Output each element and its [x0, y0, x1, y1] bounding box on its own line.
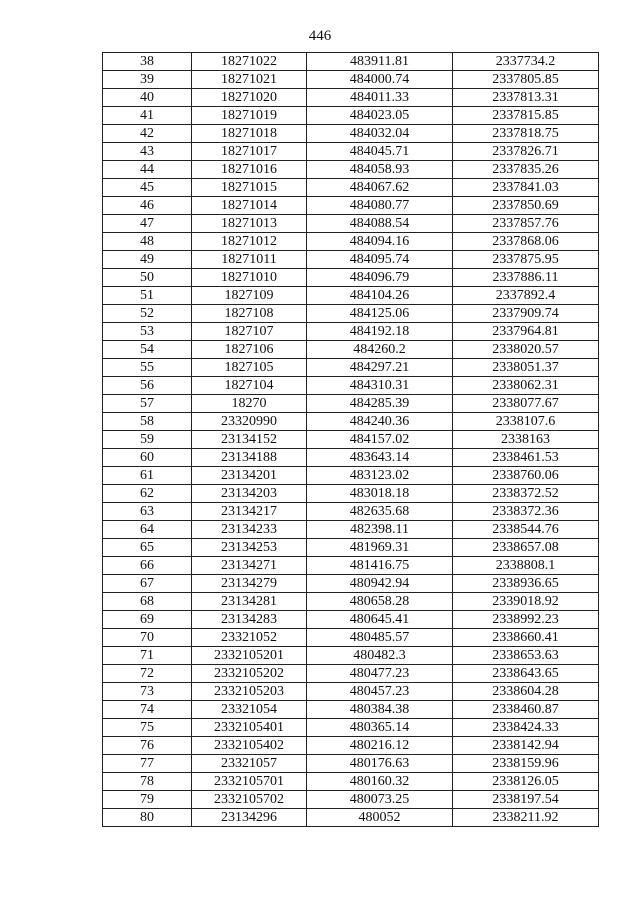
table-row [103, 107, 599, 125]
x-coordinate-cell: 484095.74 [307, 251, 453, 269]
row-index-cell: 59 [103, 431, 192, 449]
x-coordinate-cell: 480052 [307, 809, 453, 827]
row-index-cell: 46 [103, 197, 192, 215]
x-coordinate-cell: 483643.14 [307, 449, 453, 467]
table-row [103, 575, 599, 593]
point-id-cell: 18270 [192, 395, 307, 413]
table-row [103, 503, 599, 521]
row-index-cell: 73 [103, 683, 192, 701]
y-coordinate-cell: 2338020.57 [453, 341, 599, 359]
y-coordinate-cell: 2338460.87 [453, 701, 599, 719]
x-coordinate-cell: 481969.31 [307, 539, 453, 557]
x-coordinate-cell: 484000.74 [307, 71, 453, 89]
point-id-cell: 2332105702 [192, 791, 307, 809]
y-coordinate-cell: 2338107.6 [453, 413, 599, 431]
table-row [103, 539, 599, 557]
table-row [103, 215, 599, 233]
point-id-cell: 1827107 [192, 323, 307, 341]
y-coordinate-cell: 2338372.36 [453, 503, 599, 521]
row-index-cell: 44 [103, 161, 192, 179]
x-coordinate-cell: 480384.38 [307, 701, 453, 719]
row-index-cell: 74 [103, 701, 192, 719]
point-id-cell: 23134271 [192, 557, 307, 575]
table-row [103, 233, 599, 251]
point-id-cell: 23134253 [192, 539, 307, 557]
point-id-cell: 23321052 [192, 629, 307, 647]
row-index-cell: 40 [103, 89, 192, 107]
row-index-cell: 79 [103, 791, 192, 809]
table-row [103, 251, 599, 269]
row-index-cell: 58 [103, 413, 192, 431]
point-id-cell: 18271020 [192, 89, 307, 107]
x-coordinate-cell: 480942.94 [307, 575, 453, 593]
point-id-cell: 18271014 [192, 197, 307, 215]
y-coordinate-cell: 2338372.52 [453, 485, 599, 503]
table-row [103, 809, 599, 827]
y-coordinate-cell: 2337892.4 [453, 287, 599, 305]
x-coordinate-cell: 484067.62 [307, 179, 453, 197]
row-index-cell: 77 [103, 755, 192, 773]
x-coordinate-cell: 484157.02 [307, 431, 453, 449]
point-id-cell: 23134281 [192, 593, 307, 611]
table-row [103, 611, 599, 629]
table-row [103, 467, 599, 485]
table-row [103, 323, 599, 341]
point-id-cell: 23134233 [192, 521, 307, 539]
y-coordinate-cell: 2338808.1 [453, 557, 599, 575]
x-coordinate-cell: 480457.23 [307, 683, 453, 701]
row-index-cell: 41 [103, 107, 192, 125]
x-coordinate-cell: 484125.06 [307, 305, 453, 323]
x-coordinate-cell: 480160.32 [307, 773, 453, 791]
point-id-cell: 18271017 [192, 143, 307, 161]
row-index-cell: 49 [103, 251, 192, 269]
row-index-cell: 76 [103, 737, 192, 755]
y-coordinate-cell: 2337815.85 [453, 107, 599, 125]
point-id-cell: 18271018 [192, 125, 307, 143]
row-index-cell: 70 [103, 629, 192, 647]
row-index-cell: 67 [103, 575, 192, 593]
table-row [103, 485, 599, 503]
y-coordinate-cell: 2337850.69 [453, 197, 599, 215]
table-row [103, 71, 599, 89]
point-id-cell: 23321054 [192, 701, 307, 719]
table-row [103, 413, 599, 431]
point-id-cell: 18271010 [192, 269, 307, 287]
x-coordinate-cell: 484104.26 [307, 287, 453, 305]
y-coordinate-cell: 2338077.67 [453, 395, 599, 413]
row-index-cell: 61 [103, 467, 192, 485]
point-id-cell: 18271015 [192, 179, 307, 197]
point-id-cell: 23134279 [192, 575, 307, 593]
point-id-cell: 18271019 [192, 107, 307, 125]
y-coordinate-cell: 2337813.31 [453, 89, 599, 107]
y-coordinate-cell: 2338657.08 [453, 539, 599, 557]
x-coordinate-cell: 480176.63 [307, 755, 453, 773]
y-coordinate-cell: 2337875.95 [453, 251, 599, 269]
x-coordinate-cell: 482398.11 [307, 521, 453, 539]
row-index-cell: 50 [103, 269, 192, 287]
y-coordinate-cell: 2337909.74 [453, 305, 599, 323]
table-row [103, 53, 599, 71]
row-index-cell: 53 [103, 323, 192, 341]
point-id-cell: 18271013 [192, 215, 307, 233]
x-coordinate-cell: 484094.16 [307, 233, 453, 251]
row-index-cell: 62 [103, 485, 192, 503]
table-row [103, 431, 599, 449]
x-coordinate-cell: 480216.12 [307, 737, 453, 755]
table-row [103, 647, 599, 665]
y-coordinate-cell: 2338653.63 [453, 647, 599, 665]
row-index-cell: 66 [103, 557, 192, 575]
y-coordinate-cell: 2337886.11 [453, 269, 599, 287]
row-index-cell: 51 [103, 287, 192, 305]
row-index-cell: 55 [103, 359, 192, 377]
y-coordinate-cell: 2338643.65 [453, 665, 599, 683]
x-coordinate-cell: 484260.2 [307, 341, 453, 359]
y-coordinate-cell: 2338760.06 [453, 467, 599, 485]
point-id-cell: 18271016 [192, 161, 307, 179]
point-id-cell: 18271021 [192, 71, 307, 89]
row-index-cell: 64 [103, 521, 192, 539]
y-coordinate-cell: 2338211.92 [453, 809, 599, 827]
table-row [103, 143, 599, 161]
y-coordinate-cell: 2338062.31 [453, 377, 599, 395]
table-row [103, 755, 599, 773]
x-coordinate-cell: 484297.21 [307, 359, 453, 377]
table-row [103, 125, 599, 143]
x-coordinate-cell: 480482.3 [307, 647, 453, 665]
table-row [103, 521, 599, 539]
y-coordinate-cell: 2338159.96 [453, 755, 599, 773]
x-coordinate-cell: 480485.57 [307, 629, 453, 647]
x-coordinate-cell: 482635.68 [307, 503, 453, 521]
row-index-cell: 56 [103, 377, 192, 395]
table-row [103, 179, 599, 197]
row-index-cell: 78 [103, 773, 192, 791]
table-row [103, 269, 599, 287]
y-coordinate-cell: 2338163 [453, 431, 599, 449]
table-row [103, 665, 599, 683]
x-coordinate-cell: 484310.31 [307, 377, 453, 395]
x-coordinate-cell: 480073.25 [307, 791, 453, 809]
y-coordinate-cell: 2338660.41 [453, 629, 599, 647]
point-id-cell: 23320990 [192, 413, 307, 431]
table-row [103, 395, 599, 413]
table-row [103, 719, 599, 737]
row-index-cell: 38 [103, 53, 192, 71]
table-row [103, 359, 599, 377]
row-index-cell: 48 [103, 233, 192, 251]
row-index-cell: 39 [103, 71, 192, 89]
x-coordinate-cell: 484080.77 [307, 197, 453, 215]
x-coordinate-cell: 480365.14 [307, 719, 453, 737]
row-index-cell: 75 [103, 719, 192, 737]
point-id-cell: 2332105202 [192, 665, 307, 683]
table-row [103, 89, 599, 107]
y-coordinate-cell: 2338424.33 [453, 719, 599, 737]
table-body [103, 53, 599, 827]
y-coordinate-cell: 2338544.76 [453, 521, 599, 539]
row-index-cell: 42 [103, 125, 192, 143]
row-index-cell: 72 [103, 665, 192, 683]
point-id-cell: 23134201 [192, 467, 307, 485]
point-id-cell: 2332105203 [192, 683, 307, 701]
point-id-cell: 1827108 [192, 305, 307, 323]
y-coordinate-cell: 2338126.05 [453, 773, 599, 791]
x-coordinate-cell: 481416.75 [307, 557, 453, 575]
point-id-cell: 23134152 [192, 431, 307, 449]
y-coordinate-cell: 2337805.85 [453, 71, 599, 89]
x-coordinate-cell: 480477.23 [307, 665, 453, 683]
table-row [103, 305, 599, 323]
x-coordinate-cell: 480645.41 [307, 611, 453, 629]
y-coordinate-cell: 2337826.71 [453, 143, 599, 161]
table-row [103, 629, 599, 647]
table-row [103, 773, 599, 791]
y-coordinate-cell: 2337841.03 [453, 179, 599, 197]
row-index-cell: 71 [103, 647, 192, 665]
x-coordinate-cell: 483018.18 [307, 485, 453, 503]
point-id-cell: 23321057 [192, 755, 307, 773]
x-coordinate-cell: 484096.79 [307, 269, 453, 287]
point-id-cell: 18271012 [192, 233, 307, 251]
table-row [103, 557, 599, 575]
point-id-cell: 23134296 [192, 809, 307, 827]
point-id-cell: 1827105 [192, 359, 307, 377]
point-id-cell: 23134188 [192, 449, 307, 467]
table-row [103, 791, 599, 809]
point-id-cell: 23134203 [192, 485, 307, 503]
y-coordinate-cell: 2338604.28 [453, 683, 599, 701]
point-id-cell: 23134283 [192, 611, 307, 629]
x-coordinate-cell: 484088.54 [307, 215, 453, 233]
x-coordinate-cell: 484023.05 [307, 107, 453, 125]
point-id-cell: 2332105402 [192, 737, 307, 755]
table-row [103, 161, 599, 179]
y-coordinate-cell: 2337734.2 [453, 53, 599, 71]
y-coordinate-cell: 2337835.26 [453, 161, 599, 179]
point-id-cell: 2332105201 [192, 647, 307, 665]
point-id-cell: 2332105401 [192, 719, 307, 737]
coordinates-table [102, 52, 599, 827]
x-coordinate-cell: 484240.36 [307, 413, 453, 431]
table-row [103, 593, 599, 611]
y-coordinate-cell: 2338051.37 [453, 359, 599, 377]
table-row [103, 701, 599, 719]
row-index-cell: 63 [103, 503, 192, 521]
x-coordinate-cell: 484032.04 [307, 125, 453, 143]
x-coordinate-cell: 480658.28 [307, 593, 453, 611]
table-row [103, 683, 599, 701]
table-row [103, 377, 599, 395]
x-coordinate-cell: 484058.93 [307, 161, 453, 179]
y-coordinate-cell: 2339018.92 [453, 593, 599, 611]
point-id-cell: 18271011 [192, 251, 307, 269]
x-coordinate-cell: 484285.39 [307, 395, 453, 413]
table-row [103, 197, 599, 215]
x-coordinate-cell: 484011.33 [307, 89, 453, 107]
x-coordinate-cell: 484045.71 [307, 143, 453, 161]
y-coordinate-cell: 2338936.65 [453, 575, 599, 593]
y-coordinate-cell: 2337964.81 [453, 323, 599, 341]
y-coordinate-cell: 2338461.53 [453, 449, 599, 467]
row-index-cell: 68 [103, 593, 192, 611]
table-row [103, 737, 599, 755]
y-coordinate-cell: 2337818.75 [453, 125, 599, 143]
row-index-cell: 65 [103, 539, 192, 557]
row-index-cell: 54 [103, 341, 192, 359]
y-coordinate-cell: 2337868.06 [453, 233, 599, 251]
y-coordinate-cell: 2337857.76 [453, 215, 599, 233]
x-coordinate-cell: 483911.81 [307, 53, 453, 71]
point-id-cell: 1827104 [192, 377, 307, 395]
row-index-cell: 45 [103, 179, 192, 197]
y-coordinate-cell: 2338142.94 [453, 737, 599, 755]
y-coordinate-cell: 2338992.23 [453, 611, 599, 629]
row-index-cell: 52 [103, 305, 192, 323]
row-index-cell: 80 [103, 809, 192, 827]
table-row [103, 449, 599, 467]
y-coordinate-cell: 2338197.54 [453, 791, 599, 809]
x-coordinate-cell: 484192.18 [307, 323, 453, 341]
table-row [103, 287, 599, 305]
row-index-cell: 57 [103, 395, 192, 413]
row-index-cell: 43 [103, 143, 192, 161]
point-id-cell: 1827109 [192, 287, 307, 305]
table-row [103, 341, 599, 359]
x-coordinate-cell: 483123.02 [307, 467, 453, 485]
point-id-cell: 2332105701 [192, 773, 307, 791]
row-index-cell: 60 [103, 449, 192, 467]
row-index-cell: 69 [103, 611, 192, 629]
point-id-cell: 23134217 [192, 503, 307, 521]
point-id-cell: 1827106 [192, 341, 307, 359]
page-number: 446 [308, 28, 332, 44]
row-index-cell: 47 [103, 215, 192, 233]
point-id-cell: 18271022 [192, 53, 307, 71]
